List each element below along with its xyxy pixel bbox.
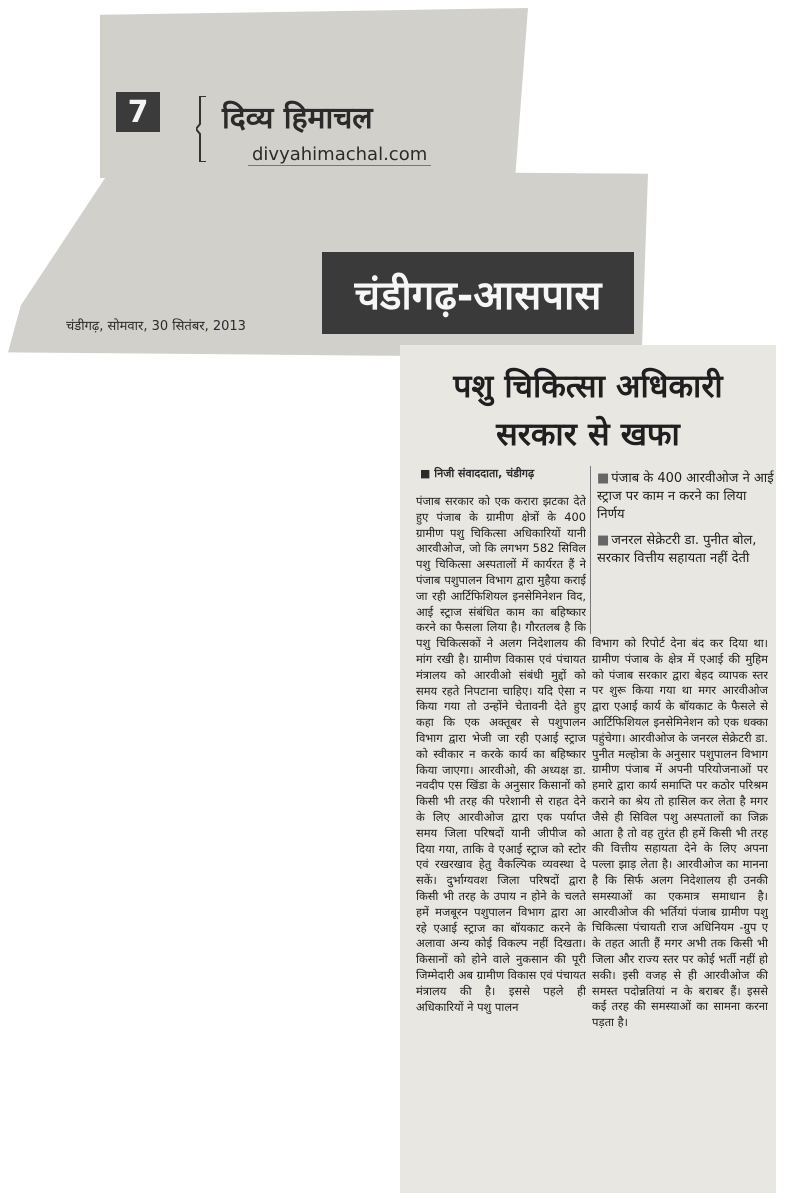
article-headline	[404, 362, 772, 458]
article-byline: ■ निजी संवाददाता, चंडीगढ़	[420, 467, 535, 480]
byline-marker: ■	[420, 467, 435, 480]
article-column-2	[592, 636, 768, 1176]
dateline: चंडीगढ़, सोमवार, 30 सितंबर, 2013	[66, 319, 246, 334]
column-1-text: पंजाब सरकार को एक करारा झटका देते हुए पंजाब के ग्रामीण क्षेत्रों के 400 ग्रामीण पशु चिकित्सा अधिकारियों यानी आरवीओज, जो कि लगभग 582 सिविल पशु चिकित्सा अस्पतालों में कार्यरत हैं ने पंजाब पशुपालन विभाग द्वारा मुहैया कराई जा रही आर्टिफिशियल इनसेमिनेशन विद, आई स्ट्राज संबंधित काम का बहिष्कार करने का फैसला लिया है। गौरतलब है कि पशु चिकित्सकों ने अलग निदेशालय की मांग रखी है। ग्रामीण विकास एवं पंचायत मंत्रालय को आरवीओ संबंधी मुद्दों को समय रहते निपटाना चाहिए। यदि ऐसा न किया गया तो उन्होंने चेतावनी देते हुए कहा कि एक अक्तूबर से पशुपालन विभाग द्वारा भेजी जा रही एआई स्ट्राज को स्वीकार न करके कार्य का बहिष्कार किया जाएगा। आरवीओ, की अध्यक्ष डा. नवदीप एस खिंडा के अनुसार किसानों को किसी भी तरह की परेशानी से राहत देने के लिए आरवीओज द्वारा एक पर्याप्त समय जिला परिषदों यानी जीपीज को दिया गया, ताकि वे एआई स्ट्राज को स्टोर एवं रखरखाव हेतु वैकल्पिक व्यवस्था दे सकें। दुर्भाग्यवश जिला परिषदों द्वारा किसी भी तरह के उपाय न होने के चलते हमें मजबूरन पशुपालन विभाग द्वारा आ रहे एआई स्ट्राज का बॉयकाट करने के अलावा अन्य कोई विकल्प नहीं दिखता। किसानों को होने वाले नुकसान की पूरी जिम्मेदारी अब ग्रामीण विकास एवं पंचायत मंत्रालय की है। इससे पहले ही अधिकारियों ने पशु पालन	[416, 494, 586, 1014]
section-banner: चंडीगढ़-आसपास	[322, 252, 634, 334]
highlight-item: ■ जनरल सेक्रेटरी डा. पुनीत बोल, सरकार वित्तीय सहायता नहीं देती	[597, 533, 757, 566]
headline-line-1: पशु चिकित्सा अधिकारी	[453, 367, 723, 405]
article-column-1	[416, 494, 586, 1184]
page-number: 7	[116, 92, 160, 132]
highlight-marker: ■	[597, 471, 610, 486]
brace-divider-icon	[196, 96, 210, 162]
highlight-item: ■ पंजाब के 400 आरवीओज ने आई स्ट्राज पर काम न करने का लिया निर्णय	[597, 471, 774, 522]
masthead-website: divyahimachal.com	[248, 144, 431, 166]
highlight-marker: ■	[597, 533, 610, 548]
headline-line-2: सरकार से खफा	[496, 415, 680, 453]
column-2-text: विभाग को रिपोर्ट देना बंद कर दिया था। ग्रामीण पंजाब के क्षेत्र में एआई की मुहिम को पंजाब सरकार द्वारा बेहद व्यापक स्तर पर शुरू किया गया था मगर आरवीओज द्वारा एआई कार्य के बॉयकाट के फैसले से आर्टिफिशियल इनसेमिनेशन को एक धक्का पहुंचेगा। आरवीओज के जनरल सेक्रेटरी डा. पुनीत मल्होत्रा के अनुसार पशुपालन विभाग ग्रामीण पंजाब में अपनी परियोजनाओं पर हमारे द्वारा कार्य समाप्ति पर कठोर परिश्रम कराने का श्रेय तो हासिल कर लेता है मगर जैसे ही सिविल पशु अस्पतालों का जिक्र आता है तो वह तुरंत ही हमें किसी भी तरह की वित्तीय सहायता देने के लिए अपना पल्ला झाड़ लेता है। आरवीओज का मानना है कि सिर्फ अलग निदेशालय ही उनकी समस्याओं का एकमात्र समाधान है। आरवीओज की भर्तियां पंजाब ग्रामीण पशु चिकित्सा पंचायती राज अधिनियम -ग्रुप ए के तहत आती हैं मगर अभी तक किसी भी जिला और राज्य स्तर पर कोई भर्ती नहीं हो सकी। इसी वजह से ही आरवीओज की समस्त पदोन्नतियां न के बराबर हैं। इससे कई तरह की समस्याओं का सामना करना पड़ता है।	[592, 636, 768, 1030]
masthead-title: दिव्य हिमाचल	[222, 101, 373, 136]
article-highlights	[590, 466, 777, 634]
